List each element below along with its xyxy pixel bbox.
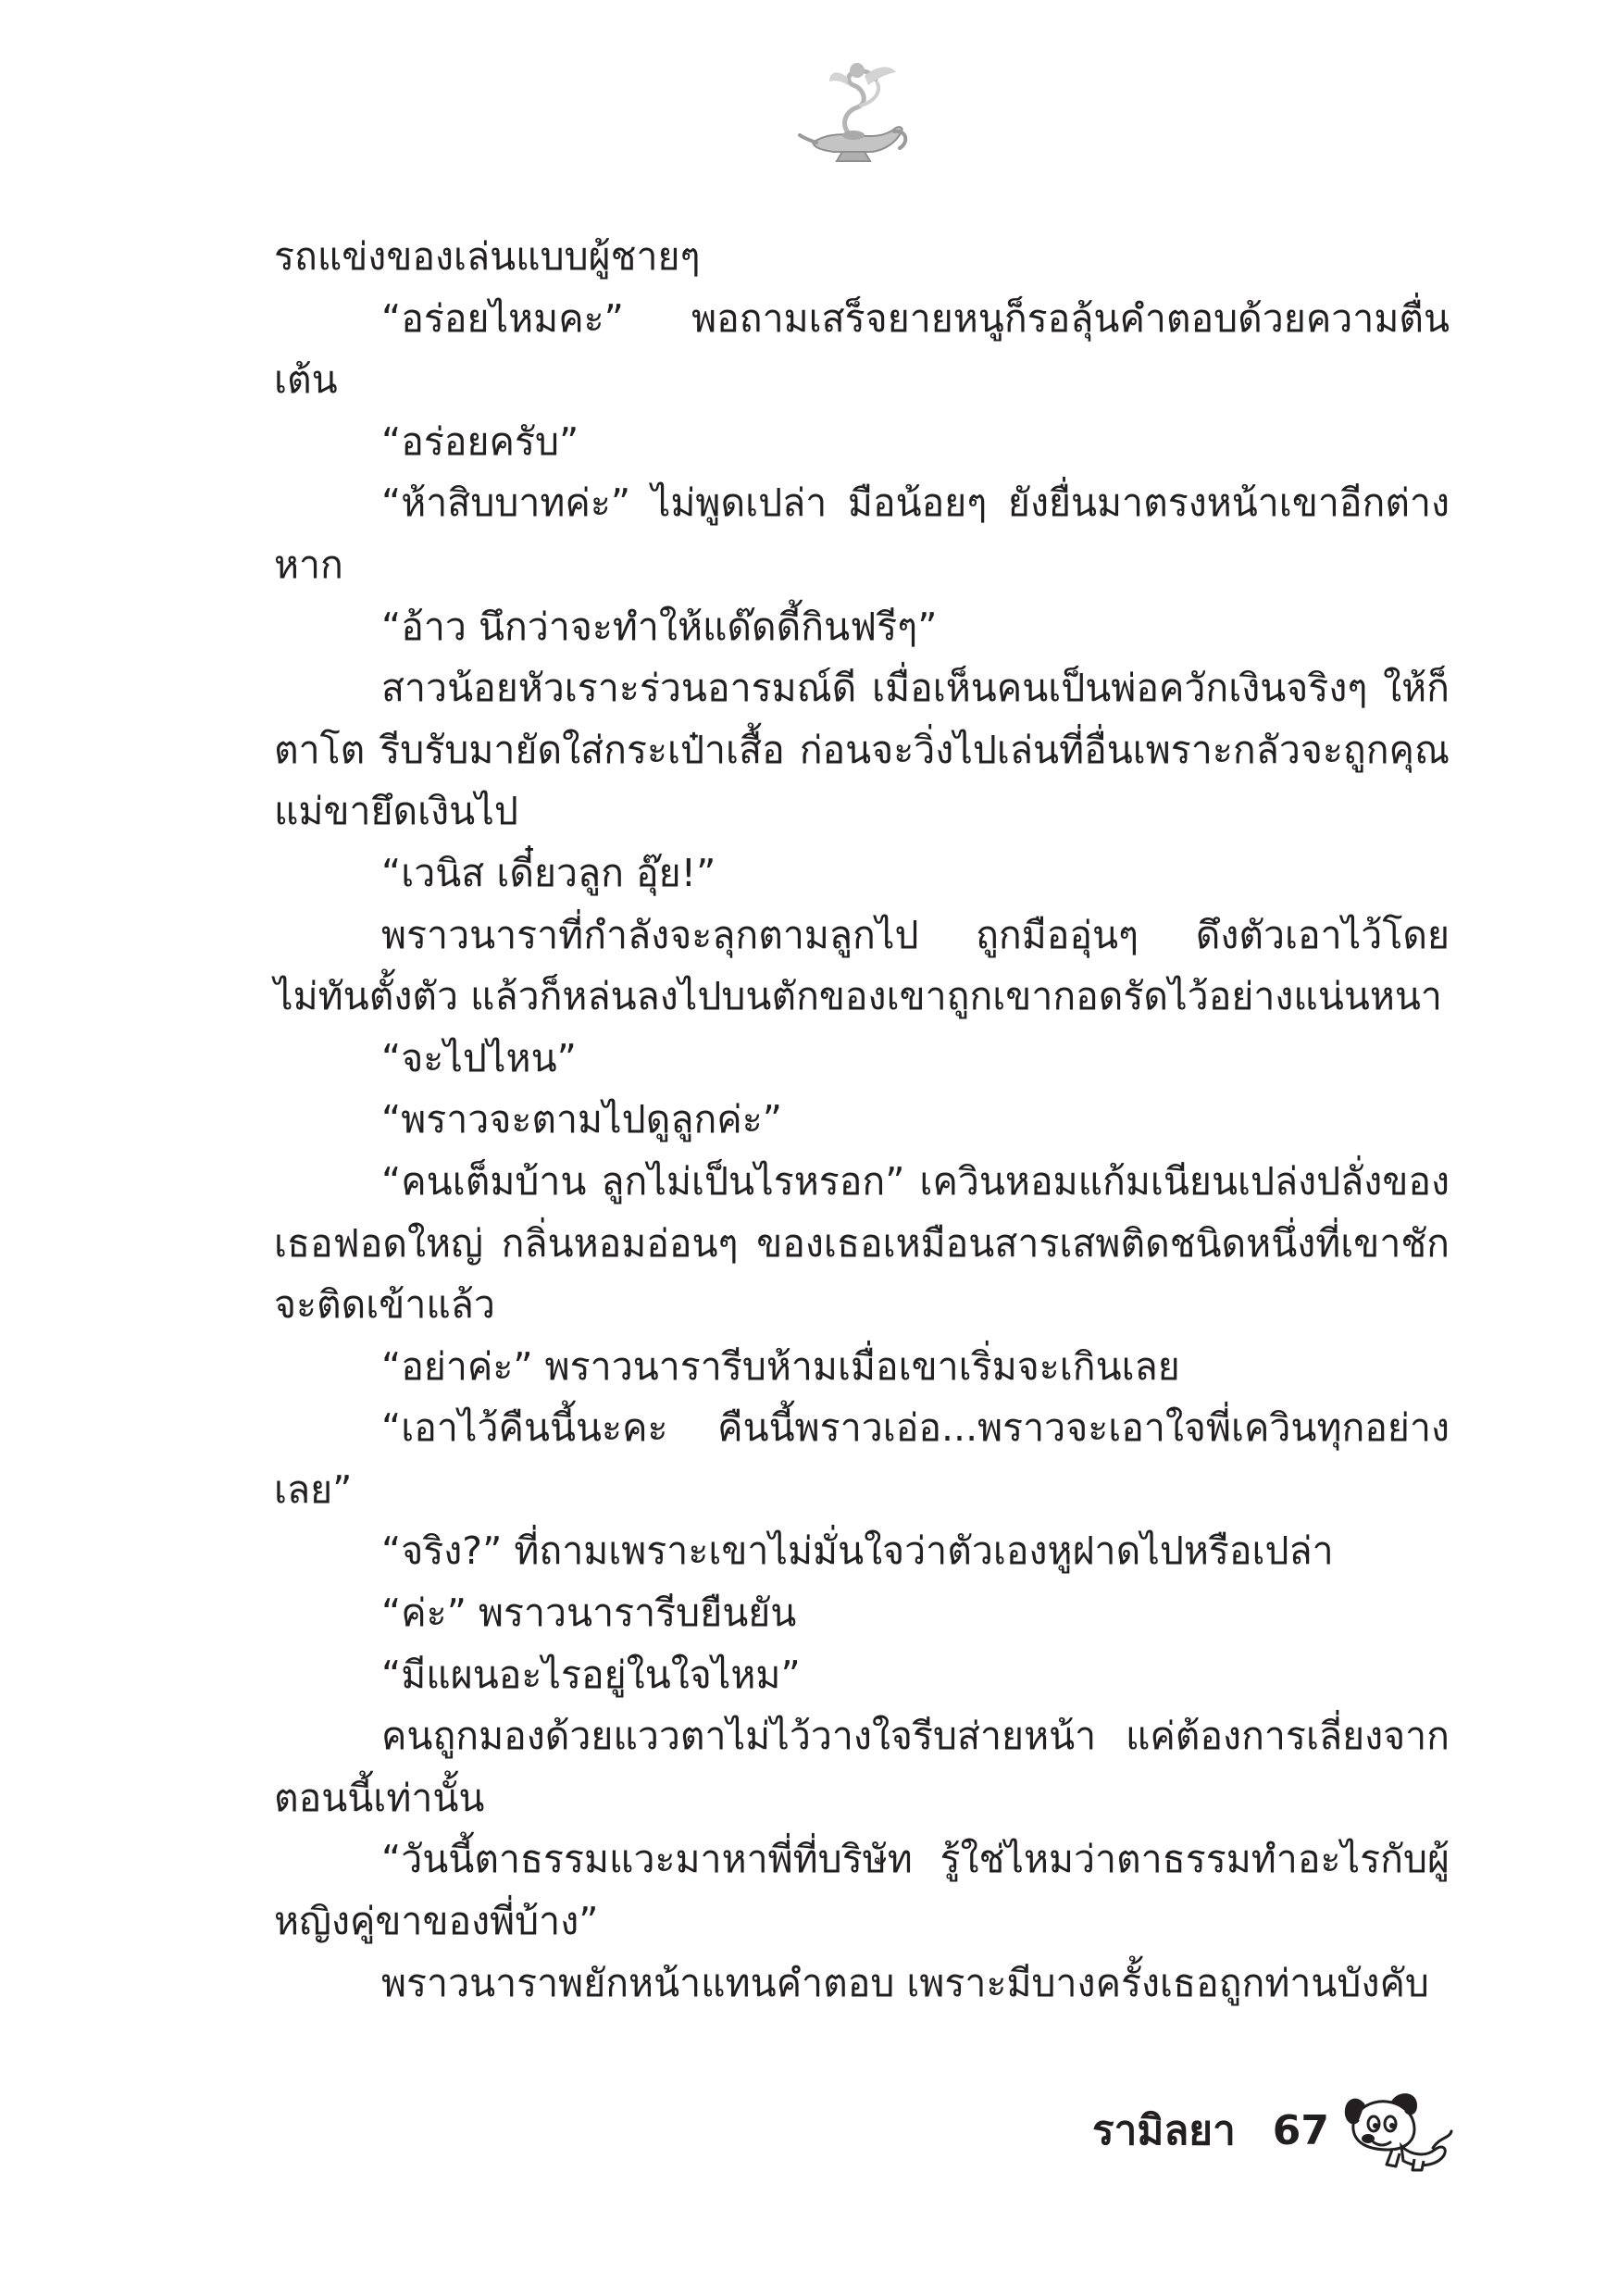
author-name: รามิลยา xyxy=(1092,2107,1236,2154)
paragraph: “มีแผนอะไรอยู่ในใจไหม” xyxy=(381,1652,801,1697)
paragraph: “เอาไว้คืนนี้นะคะ คืนนี้พราวเอ่อ...พราวจะเอาใจพี่เควินทุกอย่างเลย” xyxy=(274,1405,1450,1512)
paragraph: “ห้าสิบบาทค่ะ” ไม่พูดเปล่า มือน้อยๆ ยังยื่นมาตรงหน้าเขาอีกต่างหาก xyxy=(274,480,1450,587)
genie-lamp-icon xyxy=(792,52,913,172)
paragraph: “คนเต็มบ้าน ลูกไม่เป็นไรหรอก” เควินหอมแก้มเนียนเปล่งปลั่งของเธอฟอดใหญ่ กลิ่นหอมอ่อนๆ ของเธอเหมือนสารเสพติดชนิดหนึ่งที่เขาชักจะติดเข้าแล้ว xyxy=(274,1158,1450,1328)
paragraph: คนถูกมองด้วยแววตาไม่ไว้วางใจรีบส่ายหน้า แค่ต้องการเลี่ยงจากตอนนี้เท่านั้น xyxy=(274,1714,1450,1820)
paragraph: รถแข่งของเล่นแบบผู้ชายๆ xyxy=(274,234,701,279)
paragraph: “ค่ะ” พราวนารารีบยืนยัน xyxy=(381,1591,797,1636)
puppy-icon xyxy=(1337,2089,1457,2172)
chapter-body xyxy=(274,226,1450,2014)
page-number: 67 xyxy=(1272,2106,1330,2154)
paragraph: “อร่อยไหมคะ” พอถามเสร็จยายหนูก็รอลุ้นคำตอบด้วยความตื่นเต้น xyxy=(274,295,1450,403)
paragraph: “อ้าว นึกว่าจะทำให้แด๊ดดี้กินฟรีๆ” xyxy=(381,604,938,649)
paragraph: “จริง?” ที่ถามเพราะเขาไม่มั่นใจว่าตัวเองหูฝาดไปหรือเปล่า xyxy=(381,1529,1334,1574)
paragraph: พราวนาราพยักหน้าแทนคำตอบ เพราะมีบางครั้งเธอถูกท่านบังคับ xyxy=(381,1960,1429,2005)
paragraph: “อย่าค่ะ” พราวนารารีบห้ามเมื่อเขาเริ่มจะเกินเลย xyxy=(381,1343,1180,1389)
paragraph: “เวนิส เดี๋ยวลูก อุ๊ย!” xyxy=(381,850,716,895)
paragraph: “พราวจะตามไปดูลูกค่ะ” xyxy=(381,1097,782,1142)
page-footer xyxy=(1092,2089,1457,2172)
paragraph: สาวน้อยหัวเราะร่วนอารมณ์ดี เมื่อเห็นคนเป็นพ่อควักเงินจริงๆ ให้ก็ตาโต รีบรับมายัดใส่กระเป๋าเสื้อ ก่อนจะวิ่งไปเล่นที่อื่นเพราะกลัวจะถูกคุณแม่ขายึดเงินไป xyxy=(274,666,1450,834)
paragraph: “จะไปไหน” xyxy=(381,1035,577,1080)
paragraph: พราวนาราที่กำลังจะลุกตามลูกไป ถูกมืออุ่นๆ ดึงตัวเอาไว้โดยไม่ทันตั้งตัว แล้วก็หล่นลงไปบนตักของเขาถูกเขากอดรัดไว้อย่างแน่นหนา xyxy=(274,912,1450,1019)
paragraph: “วันนี้ตาธรรมแวะมาหาพี่ที่บริษัท รู้ใช่ไหมว่าตาธรรมทำอะไรกับผู้หญิงคู่ขาของพี่บ้าง” xyxy=(274,1837,1450,1944)
paragraph: “อร่อยครับ” xyxy=(381,418,579,464)
